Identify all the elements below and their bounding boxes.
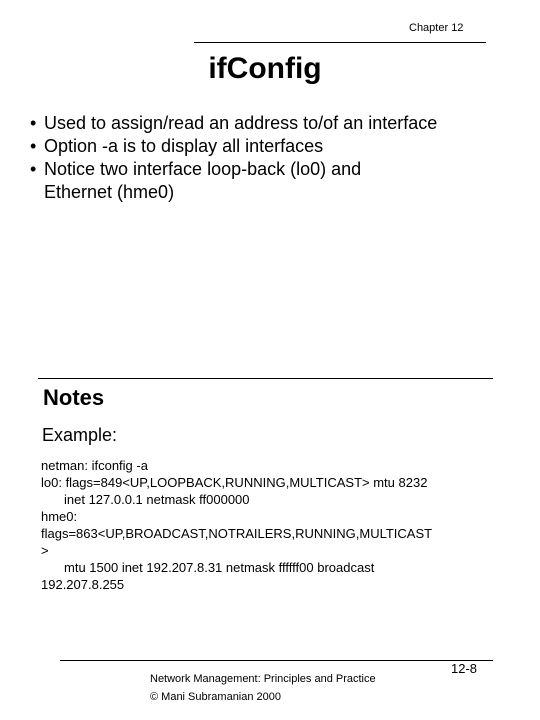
footer-copyright: © Mani Subramanian 2000: [150, 691, 282, 703]
bullet-item: [30, 158, 437, 181]
slide-title: ifConfig: [208, 52, 322, 85]
footer-divider: [60, 660, 493, 661]
header-divider: [194, 42, 486, 43]
bullet-text: Ethernet (hme0): [44, 182, 175, 202]
bullet-list: [30, 112, 437, 204]
code-line: flags=863<UP,BROADCAST,NOTRAILERS,RUNNING,MULTICAST: [41, 526, 433, 541]
example-output: [41, 457, 432, 593]
bullet-marker: •: [30, 159, 37, 179]
footer-book-title: Network Management: Principles and Practice: [150, 673, 376, 685]
bullet-item: [30, 135, 437, 158]
notes-divider: [38, 378, 493, 379]
code-line: lo0: flags=849<UP,LOOPBACK,RUNNING,MULTICAST> mtu 8232: [41, 475, 428, 490]
code-line: >: [41, 543, 49, 558]
page-number: 12-8: [451, 661, 478, 676]
bullet-item: [30, 112, 437, 135]
bullet-continuation: [30, 181, 437, 204]
chapter-label: Chapter 12: [409, 22, 464, 34]
bullet-text: Option -a is to display all interfaces: [44, 136, 324, 156]
code-line: hme0:: [41, 509, 78, 524]
code-line: netman: ifconfig -a: [41, 458, 148, 473]
bullet-marker: •: [30, 113, 37, 133]
bullet-text: Used to assign/read an address to/of an interface: [44, 113, 438, 133]
bullet-marker: •: [30, 136, 37, 156]
footer-credits: [150, 670, 376, 706]
code-line: mtu 1500 inet 192.207.8.31 netmask ffffff00 broadcast: [64, 560, 375, 575]
example-label: Example:: [42, 425, 118, 445]
notes-heading: Notes: [43, 385, 105, 410]
code-line: 192.207.8.255: [41, 577, 125, 592]
bullet-text: Notice two interface loop-back (lo0) and: [44, 159, 362, 179]
bullet-indent: [30, 181, 44, 204]
code-line: inet 127.0.0.1 netmask ff000000: [64, 492, 250, 507]
